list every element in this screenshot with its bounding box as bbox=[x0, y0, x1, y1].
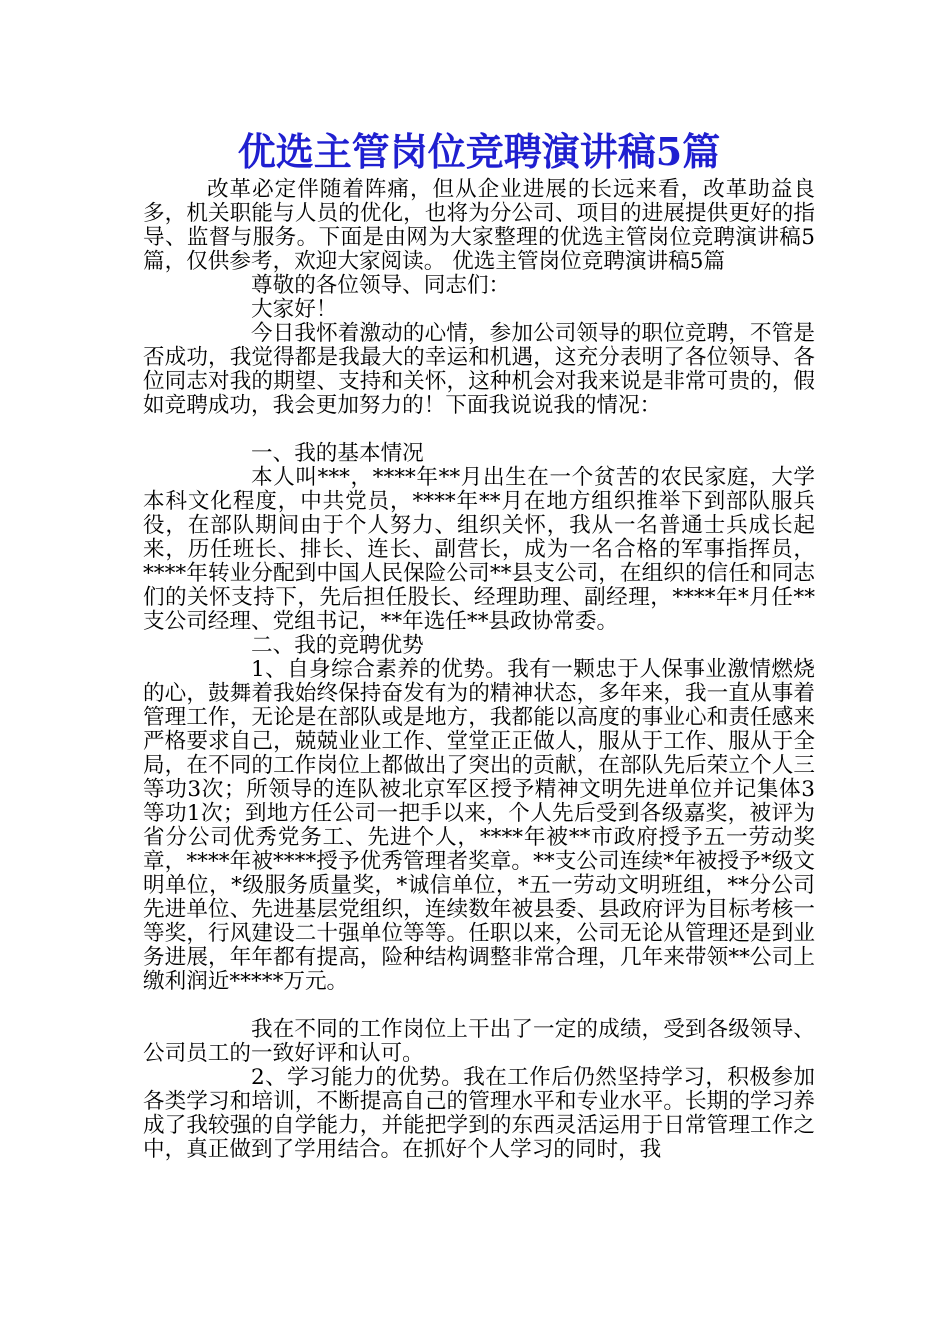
section-heading-basic-info: 一、我的基本情况 bbox=[251, 441, 424, 466]
document-page bbox=[143, 126, 815, 1162]
section-heading-advantages: 二、我的竞聘优势 bbox=[251, 633, 424, 658]
advantage-1-paragraph: 1、自身综合素养的优势。我有一颗忠于人保事业激情燃烧的心，鼓舞着我始终保持奋发有为的精神状态，多年来，我一直从事着管理工作，无论是在部队或是地方，我都能以高度的事业心和责任感来严格要求自己，兢兢业业工作、堂堂正正做人，服从于工作、服从于全局，在不同的工作岗位上都做出了突出的贡献，在部队先后荣立个人三等功3次；所领导的连队被北京军区授予精神文明先进单位并记集体3等功1次；到地方任公司一把手以来，个人先后受到各级嘉奖，被评为省分公司优秀党务工、先进个人，****年被**市政府授予五一劳动奖章，****年被****授予优秀管理者奖章。**支公司连续*年被授予*级文明单位，*级服务质量奖，*诚信单位，*五一劳动文明班组，**分公司先进单位、先进基层党组织，连续数年被县委、县政府评为目标考核一等奖，行风建设二十强单位等等。任职以来，公司无论从管理还是到业务进展，年年都有提高，险种结构调整非常合理，几年来带领**公司上缴利润近*****万元。 bbox=[143, 657, 815, 994]
document-body bbox=[143, 178, 815, 1162]
opening-paragraph: 今日我怀着激动的心情，参加公司领导的职位竞聘，不管是否成功，我觉得都是我最大的幸运和机遇，这充分表明了各位领导、各位同志对我的期望、支持和关怀，这种机会对我来说是非常可贵的，假如竞聘成功，我会更加努力的！下面我说说我的情况： bbox=[143, 321, 815, 418]
greeting: 大家好！ bbox=[251, 297, 338, 322]
achievement-paragraph: 我在不同的工作岗位上干出了一定的成绩，受到各级领导、公司员工的一致好评和认可。 bbox=[143, 1017, 815, 1066]
blank-line bbox=[143, 418, 815, 442]
intro-paragraph: 改革必定伴随着阵痛，但从企业进展的长远来看，改革助益良多，机关职能与人员的优化，也将为分公司、项目的进展提供更好的指导、监督与服务。下面是由网为大家整理的优选主管岗位竞聘演讲稿5篇，仅供参考，欢迎大家阅读。 优选主管岗位竞聘演讲稿5篇 bbox=[143, 177, 815, 274]
blank-line bbox=[143, 994, 815, 1018]
basic-info-paragraph: 本人叫***，****年**月出生在一个贫苦的农民家庭，大学本科文化程度，中共党员，****年**月在地方组织推举下到部队服兵役，在部队期间由于个人努力、组织关怀，我从一名普通士兵成长起来，历任班长、排长、连长、副营长，成为一名合格的军事指挥员，****年转业分配到中国人民保险公司**县支公司，在组织的信任和同志们的关怀支持下，先后担任股长、经理助理、副经理，****年*月任**支公司经理、党组书记，**年选任**县政协常委。 bbox=[143, 465, 815, 634]
salutation: 尊敬的各位领导、同志们： bbox=[251, 273, 511, 298]
advantage-2-paragraph: 2、学习能力的优势。我在工作后仍然坚持学习，积极参加各类学习和培训，不断提高自己的管理水平和专业水平。长期的学习养成了我较强的自学能力，并能把学到的东西灵活运用于日常管理工作之中，真正做到了学用结合。在抓好个人学习的同时，我 bbox=[143, 1065, 815, 1162]
document-title: 优选主管岗位竞聘演讲稿5篇 bbox=[237, 129, 721, 174]
